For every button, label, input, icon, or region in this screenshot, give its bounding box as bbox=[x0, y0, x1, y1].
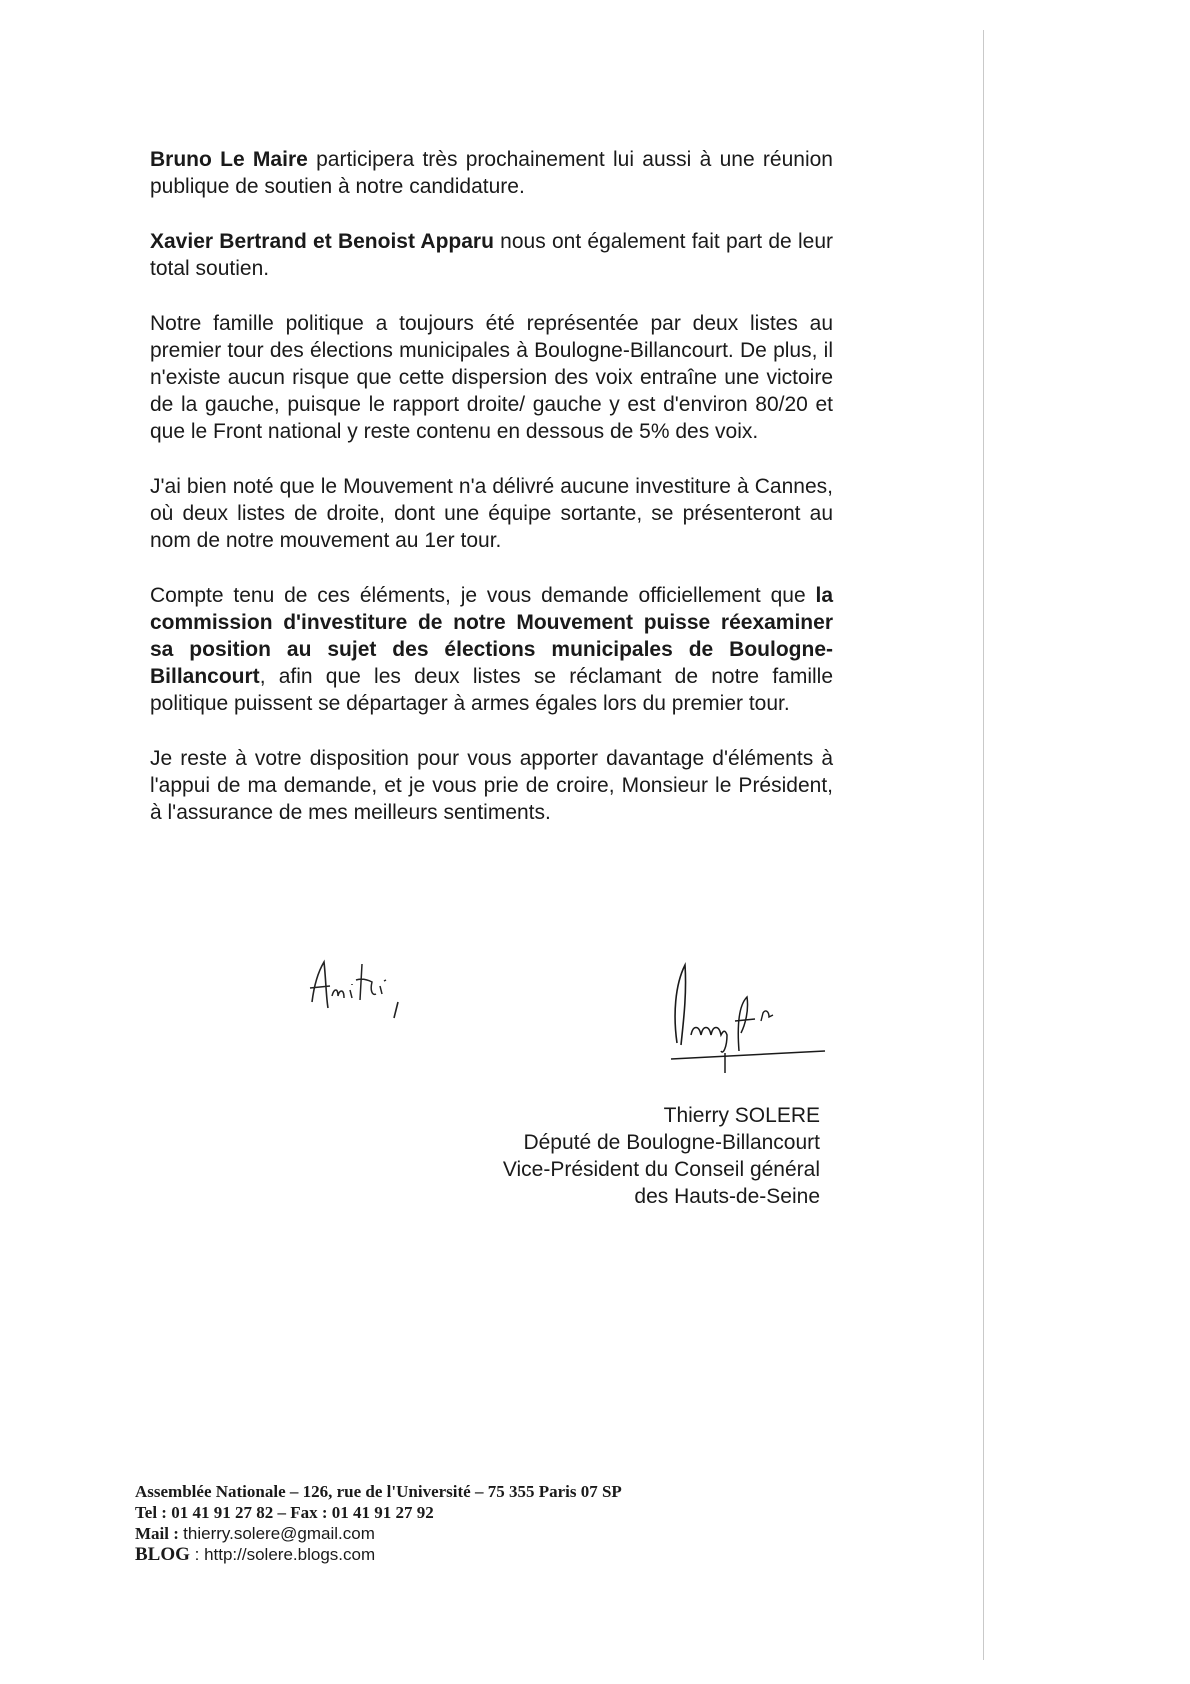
footer-mail-label: Mail : bbox=[135, 1524, 184, 1543]
signer-title-3: des Hauts-de-Seine bbox=[634, 1185, 820, 1208]
signer-name: Thierry SOLERE bbox=[663, 1104, 820, 1127]
paragraph-1-bold: Bruno Le Maire bbox=[150, 148, 308, 171]
paragraph-1 bbox=[150, 146, 833, 200]
letter-body bbox=[150, 146, 833, 854]
paragraph-5-bold: la commission d'investiture de notre Mouvement puisse réexaminer sa position au sujet des élections municipales de Boulogne-Billancourt bbox=[150, 584, 833, 688]
footer-mail-row bbox=[135, 1523, 622, 1544]
signature-graphic bbox=[665, 955, 835, 1075]
footer-address: Assemblée Nationale – 126, rue de l'Université – 75 355 Paris 07 SP bbox=[135, 1482, 622, 1501]
paragraph-2 bbox=[150, 228, 833, 282]
signer-title-2: Vice-Président du Conseil général bbox=[502, 1158, 820, 1181]
footer-tel-label: Tel : bbox=[135, 1503, 172, 1522]
footer-blog-row bbox=[135, 1544, 622, 1565]
handwritten-note bbox=[300, 950, 420, 1030]
footer-blog-label: BLOG bbox=[135, 1544, 190, 1565]
paragraph-5-start: Compte tenu de ces éléments, je vous demande officiellement que bbox=[150, 584, 816, 607]
footer-tel: 01 41 91 27 82 bbox=[171, 1503, 274, 1522]
footer-phone-row bbox=[135, 1502, 622, 1523]
paragraph-4: J'ai bien noté que le Mouvement n'a délivré aucune investiture à Cannes, où deux listes de droite, dont une équipe sortante, se présenteront au nom de notre mouvement au 1er tour. bbox=[150, 475, 833, 552]
footer-fax-label: – Fax : bbox=[273, 1503, 332, 1522]
footer-mail: thierry.solere@gmail.com bbox=[183, 1524, 375, 1543]
letter-footer bbox=[135, 1481, 622, 1565]
signature-block bbox=[440, 1102, 820, 1210]
footer-fax: 01 41 91 27 92 bbox=[331, 1503, 434, 1522]
paragraph-5 bbox=[150, 582, 833, 717]
scan-edge-line bbox=[983, 30, 984, 1660]
footer-blog: http://solere.blogs.com bbox=[204, 1545, 376, 1564]
signer-title-1: Député de Boulogne-Billancourt bbox=[523, 1131, 820, 1154]
paragraph-1-text: participera très prochainement lui aussi à une réunion publique de soutien à notre candidature. bbox=[150, 148, 833, 198]
footer-blog-sep: : bbox=[189, 1545, 205, 1564]
paragraph-2-text: nous ont également fait part de leur total soutien. bbox=[150, 230, 833, 280]
paragraph-6: Je reste à votre disposition pour vous apporter davantage d'éléments à l'appui de ma demande, et je vous prie de croire, Monsieur le Président, à l'assurance de mes meilleurs sentiments. bbox=[150, 747, 833, 824]
paragraph-3: Notre famille politique a toujours été représentée par deux listes au premier tour des élections municipales à Boulogne-Billancourt. De plus, il n'existe aucun risque que cette dispersion des voix entraîne une victoire de la gauche, puisque le rapport droite/ gauche y est d'environ 80/20 et que le Front national y reste contenu en dessous de 5% des voix. bbox=[150, 312, 833, 443]
paragraph-2-bold: Xavier Bertrand et Benoist Apparu bbox=[150, 230, 494, 253]
paragraph-5-end: , afin que les deux listes se réclamant de notre famille politique puissent se départager à armes égales lors du premier tour. bbox=[150, 665, 833, 715]
